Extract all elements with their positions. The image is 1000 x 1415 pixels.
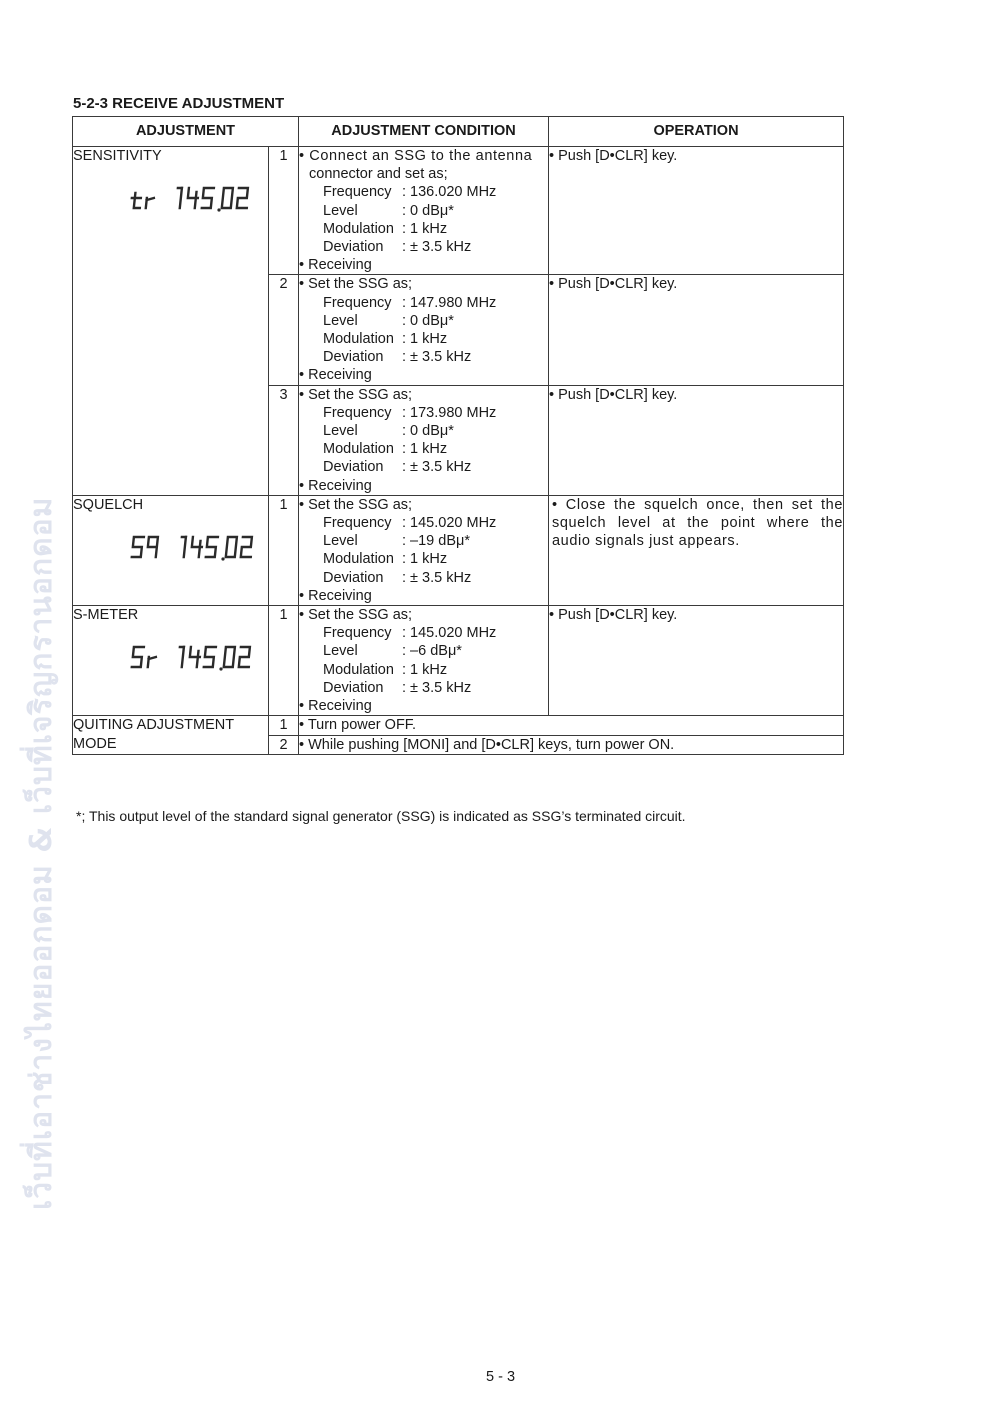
lcd-glyph (187, 188, 199, 208)
parameter-value: : 1 kHz (402, 661, 448, 678)
table-row (73, 495, 844, 605)
section-title: 5-2-3 RECEIVE ADJUSTMENT (73, 95, 285, 112)
ssg-parameter (299, 220, 548, 238)
ssg-parameter (299, 404, 548, 422)
lcd-glyph (131, 193, 142, 208)
table-body (73, 147, 844, 755)
condition-cell (299, 275, 549, 385)
parameter-value: : 145.020 MHz (402, 515, 497, 532)
lcd-glyph (226, 537, 237, 557)
table-row (73, 606, 844, 716)
step-number: 2 (269, 735, 299, 754)
lcd-glyph (189, 647, 201, 667)
condition-cell (299, 495, 549, 605)
condition-tail: • Receiving (299, 587, 372, 604)
table-header-row (73, 117, 844, 147)
parameter-value: : ± 3.5 kHz (402, 239, 472, 256)
lcd-display-readout (133, 178, 273, 218)
adjustment-name-cell (73, 716, 269, 754)
lcd-decimal-point (217, 209, 220, 212)
condition-lead-cont: connector and set as; (309, 166, 448, 183)
condition-full-cell: • Turn power OFF. (299, 716, 844, 735)
ssg-parameter (299, 238, 548, 256)
operation-cell: • Push [D•CLR] key. (549, 275, 844, 385)
lcd-decimal-point (221, 557, 224, 560)
adjustment-name: S-METER (73, 607, 139, 624)
condition-cell (299, 606, 549, 716)
lcd-glyph (132, 537, 144, 557)
header-adjustment: ADJUSTMENT (73, 117, 299, 147)
ssg-parameter (299, 440, 548, 458)
ssg-parameter (299, 532, 548, 550)
ssg-parameter (299, 422, 548, 440)
ssg-parameter (299, 312, 548, 330)
parameter-value: : 147.980 MHz (402, 294, 497, 311)
parameter-value: : ± 3.5 kHz (402, 349, 472, 366)
step-number: 1 (269, 606, 299, 716)
parameter-name: Modulation (323, 661, 394, 678)
lcd-decimal-point (219, 668, 222, 671)
adjustment-name-cell (73, 147, 269, 496)
condition-lead: • Connect an SSG to the antenna (299, 148, 533, 164)
parameter-value: : 145.020 MHz (402, 625, 497, 642)
step-number: 2 (269, 275, 299, 385)
ssg-parameter (299, 458, 548, 476)
lcd-glyph (202, 188, 214, 208)
ssg-parameter (299, 183, 548, 201)
adjustment-name-cell (73, 495, 269, 605)
lcd-glyph (147, 537, 158, 557)
ssg-parameter (299, 569, 548, 587)
lcd-glyph (148, 657, 156, 667)
parameter-name: Frequency (323, 625, 392, 642)
parameter-name: Level (323, 312, 358, 329)
lcd-glyph (132, 647, 144, 667)
parameter-name: Frequency (323, 184, 392, 201)
parameter-name: Deviation (323, 569, 384, 586)
condition-tail: • Receiving (299, 698, 372, 715)
step-number: 3 (269, 385, 299, 495)
ssg-parameter (299, 550, 548, 568)
step-number: 1 (269, 495, 299, 605)
operation-cell: • Push [D•CLR] key. (549, 147, 844, 275)
ssg-parameter (299, 661, 548, 679)
parameter-name: Modulation (323, 331, 394, 348)
condition-tail: • Receiving (299, 257, 372, 274)
parameter-value: : 0 dBμ* (402, 312, 454, 329)
lcd-glyph (180, 537, 186, 557)
condition-cell (299, 147, 549, 275)
lcd-glyph (206, 537, 218, 557)
ssg-parameter (299, 348, 548, 366)
condition-lead: • Set the SSG as; (299, 496, 413, 513)
footnote: *; This output level of the standard signal generator (SSG) is indicated as SSG’s terminated circuit. (76, 808, 686, 824)
step-number: 1 (269, 147, 299, 275)
step-number: 1 (269, 716, 299, 735)
parameter-name: Level (323, 423, 358, 440)
lcd-glyph (222, 188, 233, 208)
parameter-value: : 1 kHz (402, 220, 448, 237)
parameter-value: : –6 dBμ* (402, 643, 462, 660)
parameter-value: : 1 kHz (402, 331, 448, 348)
parameter-name: Deviation (323, 459, 384, 476)
condition-lead: • Set the SSG as; (299, 607, 413, 624)
lcd-glyph (239, 647, 251, 667)
ssg-parameter (299, 202, 548, 220)
parameter-name: Level (323, 643, 358, 660)
parameter-value: : 1 kHz (402, 551, 448, 568)
condition-tail: • Receiving (299, 477, 372, 494)
lcd-display-readout (133, 527, 273, 567)
parameter-name: Frequency (323, 294, 392, 311)
parameter-value: : 136.020 MHz (402, 184, 497, 201)
parameter-name: Modulation (323, 441, 394, 458)
header-operation: OPERATION (549, 117, 844, 147)
parameter-name: Level (323, 202, 358, 219)
parameter-name: Frequency (323, 515, 392, 532)
parameter-value: : 0 dBμ* (402, 423, 454, 440)
parameter-value: : ± 3.5 kHz (402, 459, 472, 476)
lcd-glyph (224, 647, 235, 667)
lcd-glyph (204, 647, 216, 667)
lcd-glyph (241, 537, 253, 557)
parameter-name: Deviation (323, 239, 384, 256)
parameter-name: Modulation (323, 220, 394, 237)
adjustment-name: QUITING ADJUSTMENT MODE (73, 717, 234, 752)
ssg-parameter (299, 330, 548, 348)
ssg-parameter (299, 642, 548, 660)
lcd-glyph (191, 537, 203, 557)
ssg-parameter (299, 294, 548, 312)
parameter-name: Frequency (323, 404, 392, 421)
adjustment-name: SQUELCH (73, 496, 144, 513)
condition-lead: • Set the SSG as; (299, 386, 413, 403)
page-number: 5 - 3 (486, 1369, 516, 1385)
adjustment-name: SENSITIVITY (73, 148, 162, 164)
condition-lead: • Set the SSG as; (299, 276, 413, 293)
adjustment-name-cell (73, 606, 269, 716)
operation-cell: • Push [D•CLR] key. (549, 385, 844, 495)
ssg-parameter (299, 514, 548, 532)
header-adjustment-condition: ADJUSTMENT CONDITION (299, 117, 549, 147)
parameter-name: Level (323, 533, 358, 550)
watermark-text: เว็บที่เอาช่างไทยออกดอม & เว็บที่เจริญกรานอกดอม (24, 496, 59, 1210)
parameter-value: : 0 dBμ* (402, 202, 454, 219)
parameter-value: : –19 dBμ* (402, 533, 471, 550)
operation-cell: • Push [D•CLR] key. (549, 606, 844, 716)
table-row (73, 716, 844, 735)
table-row (73, 147, 844, 275)
condition-tail: • Receiving (299, 367, 372, 384)
lcd-glyph (146, 198, 154, 208)
condition-cell (299, 385, 549, 495)
receive-adjustment-table (72, 116, 844, 755)
lcd-display-readout (133, 637, 273, 677)
parameter-value: : 173.980 MHz (402, 404, 497, 421)
condition-full-cell: • While pushing [MONI] and [D•CLR] keys, turn power ON. (299, 735, 844, 754)
parameter-value: : ± 3.5 kHz (402, 569, 472, 586)
parameter-name: Deviation (323, 349, 384, 366)
lcd-glyph (237, 188, 249, 208)
parameter-name: Deviation (323, 679, 384, 696)
lcd-glyph (176, 188, 182, 208)
lcd-glyph (178, 647, 184, 667)
operation-cell: • Close the squelch once, then set the squelch level at the point where the audio signals just appears. (549, 495, 844, 605)
ssg-parameter (299, 624, 548, 642)
parameter-value: : ± 3.5 kHz (402, 679, 472, 696)
ssg-parameter (299, 679, 548, 697)
parameter-value: : 1 kHz (402, 441, 448, 458)
parameter-name: Modulation (323, 551, 394, 568)
